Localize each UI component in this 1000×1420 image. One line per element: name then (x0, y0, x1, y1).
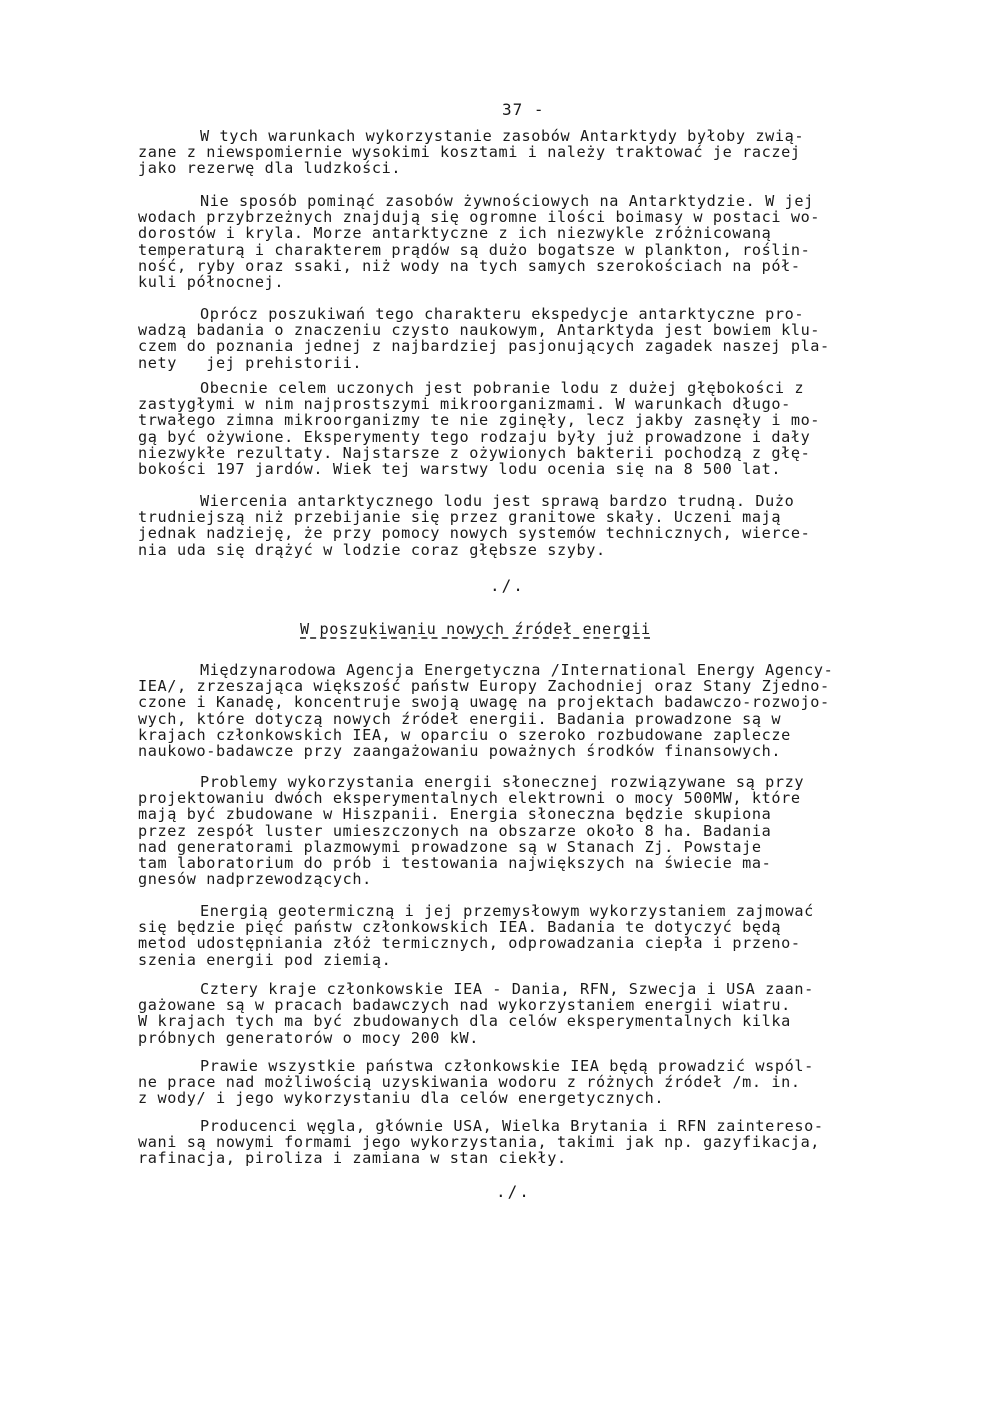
text-line: ne prace nad możliwością uzyskiwania wodoru z różnych źródeł /m. in. (138, 1073, 801, 1092)
text-line: temperaturą i charakterem prądów są dużo bogatsze w plankton, roślin- (138, 240, 811, 259)
section-separator: ./. (496, 1182, 531, 1201)
paragraph-geothermal-energy (138, 903, 858, 968)
paragraph-iea-intro (138, 662, 858, 759)
text-line: naukowo-badawcze przy zaangażowaniu poważnych środków finansowych. (138, 742, 782, 761)
paragraph-ice-drilling (138, 493, 858, 558)
page-number: 37 - (502, 100, 545, 119)
text-line: wani są nowymi formami jego wykorzystania, takimi jak np. gazyfikacja, (138, 1133, 821, 1152)
text-line: bokości 197 jardów. Wiek tej warstwy lodu ocenia się na 8 500 lat. (138, 460, 782, 479)
text-line: projektowaniu dwóch eksperymentalnych elektrowni o mocy 500MW, które (138, 789, 801, 808)
text-line: zastygłymi w nim najprostszymi mikroorganizmami. W warunkach długo- (138, 395, 791, 414)
text-line: Nie sposób pominąć zasobów żywnościowych na Antarktydzie. W jej (200, 192, 814, 210)
text-line: przez zespół luster umieszczonych na obszarze około 8 ha. Badania (138, 821, 772, 840)
paragraph-food-resources (138, 193, 858, 290)
text-line: nad generatorami plazmowymi prowadzone są w Stanach Zj. Powstaje (138, 837, 762, 856)
text-line: Cztery kraje członkowskie IEA - Dania, RFN, Szwecja i USA zaan- (200, 980, 814, 998)
paragraph-coal (138, 1118, 858, 1167)
text-line: trudniejszą niż przebijanie się przez granitowe skały. Uczeni mają (138, 508, 782, 527)
text-line: metod udostępniania złóż termicznych, odprowadzania ciepła i przeno- (138, 934, 801, 953)
text-line: czone i Kanadę, koncentruje swoją uwagę na projektach badawczo-rozwojo- (138, 693, 830, 712)
paragraph-solar-energy (138, 774, 858, 887)
text-line: się będzie pięć państw członkowskich IEA. Badania te dotyczyć będą (138, 918, 782, 937)
text-line: W krajach tych ma być zbudowanych dla celów eksperymentalnych kilka (138, 1012, 791, 1031)
text-line: nia uda się drążyć w lodzie coraz głębsze szyby. (138, 540, 606, 559)
text-line: Energią geotermiczną i jej przemysłowym wykorzystaniem zajmować (200, 902, 814, 920)
text-line: Obecnie celem uczonych jest pobranie lodu z dużej głębokości z (200, 379, 805, 397)
section-title: W poszukiwaniu nowych źródeł energii (300, 620, 651, 638)
text-line: jednak nadzieję, że przy pomocy nowych systemów technicznych, wierce- (138, 524, 811, 543)
paragraph-ice-microorganisms (138, 380, 858, 477)
paragraph-hydrogen (138, 1058, 858, 1107)
text-line: rafinacja, piroliza i zamiana w stan ciekły. (138, 1149, 567, 1168)
text-line: wodach przybrzeżnych znajdują się ogromne ilości boimasy w postaci wo- (138, 208, 821, 227)
text-line: krajach członkowskich IEA, w oparciu o szeroko rozbudowane zaplecze (138, 725, 791, 744)
text-line: gnesów nadprzewodzących. (138, 870, 372, 889)
text-line: Międzynarodowa Agencja Energetyczna /International Energy Agency- (200, 661, 834, 679)
text-line: dorostów i kryla. Morze antarktyczne z ich niezwykle zróżnicowaną (138, 224, 772, 243)
text-line: niezwykłe rezultaty. Najstarsze z ożywionych bakterii pochodzą z głę- (138, 443, 811, 462)
text-line: Producenci węgla, głównie USA, Wielka Brytania i RFN zaintereso- (200, 1117, 824, 1135)
text-line: zane z niewspomiernie wysokimi kosztami i należy traktować je raczej (138, 143, 801, 162)
text-line: nety jej prehistorii. (138, 353, 363, 372)
paragraph-scientific-research (138, 306, 858, 371)
text-line: czem do poznania jednej z najbardziej pasjonujących zagadek naszej pla- (138, 337, 830, 356)
text-line: wych, które dotyczą nowych źródeł energii. Badania prowadzone są w (138, 709, 782, 728)
text-line: mają być zbudowane w Hiszpanii. Energia słoneczna będzie skupiona (138, 805, 772, 824)
text-line: gażowane są w pracach badawczych nad wykorzystaniem energii wiatru. (138, 996, 791, 1015)
text-line: z wody/ i jego wykorzystaniu dla celów energetycznych. (138, 1089, 665, 1108)
text-line: próbnych generatorów o mocy 200 kW. (138, 1028, 480, 1047)
section-separator: ./. (490, 576, 525, 595)
text-line: gą być ożywione. Eksperymenty tego rodzaju były już prowadzone i dały (138, 427, 811, 446)
text-line: tam laboratorium do prób i testowania największych na świecie ma- (138, 854, 772, 873)
text-line: Prawie wszystkie państwa członkowskie IEA będą prowadzić wspól- (200, 1057, 814, 1075)
text-line: wadzą badania o znaczeniu czysto naukowym, Antarktyda jest bowiem klu- (138, 321, 821, 340)
text-line: Wiercenia antarktycznego lodu jest sprawą bardzo trudną. Dużo (200, 492, 795, 510)
text-line: kuli północnej. (138, 273, 285, 292)
text-line: Oprócz poszukiwań tego charakteru ekspedycje antarktyczne pro- (200, 305, 805, 323)
text-line: szenia energii pod ziemią. (138, 950, 392, 969)
text-line: Problemy wykorzystania energii słonecznej rozwiązywane są przy (200, 773, 805, 791)
paragraph-antarctic-resources-cost (138, 128, 858, 177)
text-line: trwałego zimna mikroorganizmy te nie zginęły, lecz jakby zasnęły i mo- (138, 411, 821, 430)
text-line: jako rezerwę dla ludzkości. (138, 159, 402, 178)
text-line: ność, ryby oraz ssaki, niż wody na tych samych szerokościach na pół- (138, 256, 801, 275)
text-line: IEA/, zrzeszająca większość państw Europy Zachodniej oraz Stany Zjedno- (138, 677, 830, 696)
paragraph-wind-energy (138, 981, 858, 1046)
text-line: W tych warunkach wykorzystanie zasobów Antarktydy byłoby zwią- (200, 127, 805, 145)
